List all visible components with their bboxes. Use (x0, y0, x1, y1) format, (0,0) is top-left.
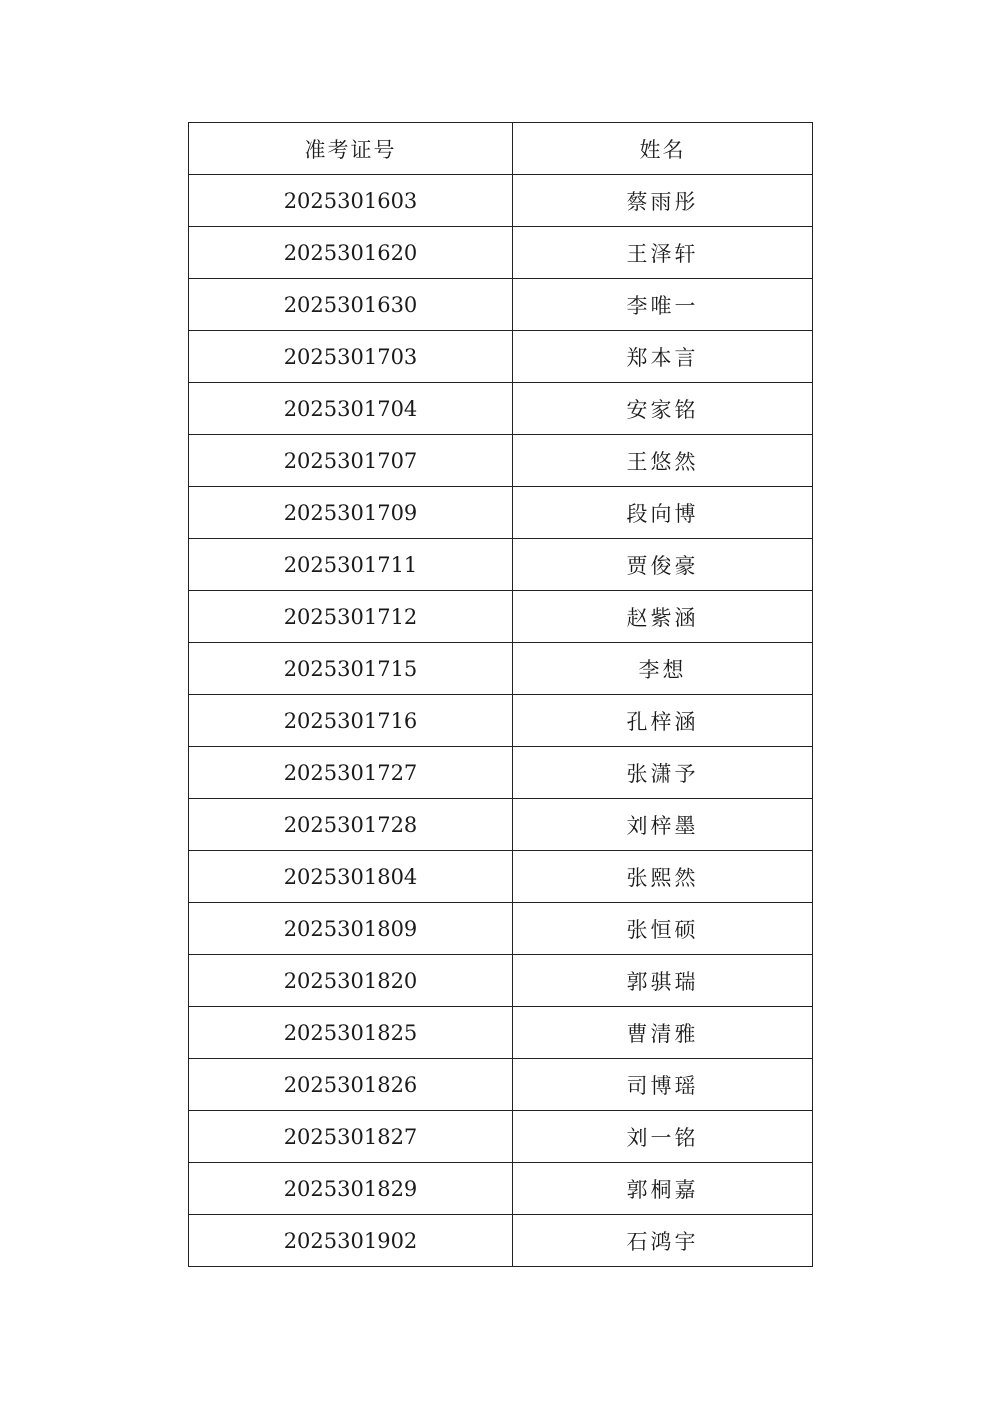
name-cell: 郭骐瑞 (513, 955, 813, 1007)
exam-number-cell: 2025301707 (189, 435, 513, 487)
table-row (189, 227, 813, 279)
name-cell: 石鸿宇 (513, 1215, 813, 1267)
exam-number-cell: 2025301826 (189, 1059, 513, 1111)
table-row (189, 487, 813, 539)
exam-number-cell: 2025301809 (189, 903, 513, 955)
table-row (189, 851, 813, 903)
name-cell: 张潇予 (513, 747, 813, 799)
exam-number-cell: 2025301715 (189, 643, 513, 695)
name-cell: 司博瑶 (513, 1059, 813, 1111)
table-row (189, 539, 813, 591)
name-cell: 郑本言 (513, 331, 813, 383)
exam-number-cell: 2025301716 (189, 695, 513, 747)
exam-number-cell: 2025301620 (189, 227, 513, 279)
table-row (189, 799, 813, 851)
name-cell: 李想 (513, 643, 813, 695)
name-cell: 刘梓墨 (513, 799, 813, 851)
table-row (189, 383, 813, 435)
exam-number-cell: 2025301603 (189, 175, 513, 227)
name-cell: 安家铭 (513, 383, 813, 435)
table-row (189, 1215, 813, 1267)
exam-number-cell: 2025301728 (189, 799, 513, 851)
table-row (189, 955, 813, 1007)
name-cell: 段向博 (513, 487, 813, 539)
name-cell: 李唯一 (513, 279, 813, 331)
table-row (189, 1059, 813, 1111)
name-cell: 张熙然 (513, 851, 813, 903)
table-body (189, 175, 813, 1267)
table-row (189, 331, 813, 383)
exam-number-cell: 2025301704 (189, 383, 513, 435)
candidate-table (188, 122, 813, 1267)
name-cell: 孔梓涵 (513, 695, 813, 747)
exam-number-cell: 2025301804 (189, 851, 513, 903)
table-row (189, 1111, 813, 1163)
exam-number-cell: 2025301827 (189, 1111, 513, 1163)
table-row (189, 903, 813, 955)
exam-number-cell: 2025301711 (189, 539, 513, 591)
exam-number-cell: 2025301709 (189, 487, 513, 539)
table-row (189, 175, 813, 227)
header-exam-number: 准考证号 (189, 123, 513, 175)
table-row (189, 279, 813, 331)
exam-number-cell: 2025301727 (189, 747, 513, 799)
name-cell: 张恒硕 (513, 903, 813, 955)
table-row (189, 435, 813, 487)
table-header (189, 123, 813, 175)
exam-number-cell: 2025301829 (189, 1163, 513, 1215)
table-row (189, 1007, 813, 1059)
name-cell: 刘一铭 (513, 1111, 813, 1163)
name-cell: 郭桐嘉 (513, 1163, 813, 1215)
name-cell: 王悠然 (513, 435, 813, 487)
table-row (189, 695, 813, 747)
name-cell: 曹清雅 (513, 1007, 813, 1059)
exam-number-cell: 2025301630 (189, 279, 513, 331)
header-name: 姓名 (513, 123, 813, 175)
table-row (189, 747, 813, 799)
exam-number-cell: 2025301820 (189, 955, 513, 1007)
table-row (189, 1163, 813, 1215)
table-row (189, 643, 813, 695)
header-row (189, 123, 813, 175)
exam-number-cell: 2025301825 (189, 1007, 513, 1059)
name-cell: 王泽轩 (513, 227, 813, 279)
name-cell: 贾俊豪 (513, 539, 813, 591)
name-cell: 赵紫涵 (513, 591, 813, 643)
exam-number-cell: 2025301902 (189, 1215, 513, 1267)
name-cell: 蔡雨彤 (513, 175, 813, 227)
table-row (189, 591, 813, 643)
exam-number-cell: 2025301712 (189, 591, 513, 643)
exam-number-cell: 2025301703 (189, 331, 513, 383)
